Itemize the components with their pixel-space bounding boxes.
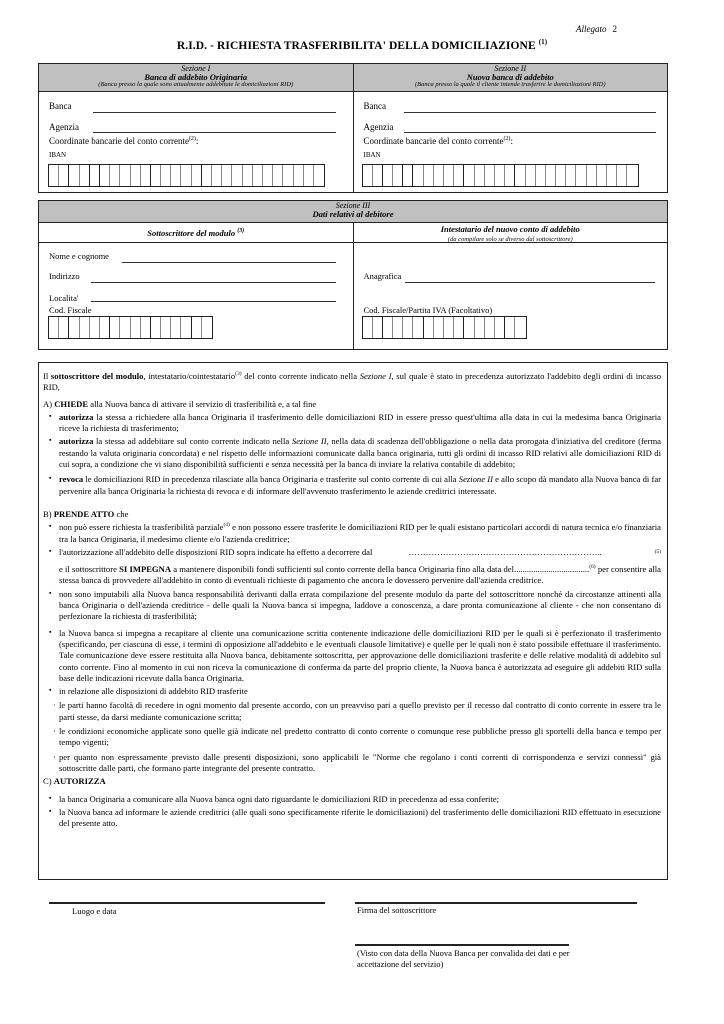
agenzia-input-2[interactable]: [404, 132, 656, 133]
b1-post: e non possono essere trasferite le domiciliazioni RID per le quali esistano particolari accordi di natura tecnica e/o finanziaria tra la banca Originaria, il medesimo cliente e/o l'azienda creditrice;: [59, 522, 661, 544]
agenzia-input-1[interactable]: [93, 132, 336, 133]
char-cell[interactable]: [444, 317, 454, 338]
cf-label: Cod. Fiscale: [49, 305, 92, 315]
char-cell[interactable]: [59, 317, 69, 338]
b-item-4: [49, 628, 661, 684]
coordinate-label-1: [49, 136, 198, 146]
char-cell[interactable]: [151, 317, 161, 338]
b3-mid: a mantenere disponibili fondi sufficienti sul conto corrente della banca Originaria fino alla data del: [171, 564, 514, 575]
banca-input-1[interactable]: [93, 112, 336, 113]
banca-label-2: Banca: [363, 101, 386, 111]
localita-label: Localita': [49, 293, 79, 303]
c-bold: AUTORIZZA: [53, 776, 106, 787]
a-rest: alla Nuova banca di attivare il servizio di trasferibilità e, a tal fine: [88, 398, 317, 409]
char-cell[interactable]: [566, 165, 576, 186]
char-cell[interactable]: [464, 165, 474, 186]
char-cell[interactable]: [454, 317, 464, 338]
char-cell[interactable]: [434, 165, 444, 186]
page-title-text: R.I.D. - RICHIESTA TRASFERIBILITA' DELLA DOMICILIAZIONE: [176, 40, 536, 52]
char-cell[interactable]: [576, 165, 586, 186]
section-2-title: Nuova banca di addebito: [466, 72, 554, 83]
a2-bold: autorizza: [59, 436, 94, 447]
intro-mid: , intestatario/cointestatario: [143, 371, 236, 381]
terms-box: [38, 362, 668, 880]
char-cell[interactable]: [505, 317, 515, 338]
b3-bold: SI IMPEGNA: [119, 564, 172, 575]
c-item-2: ▪ la Nuova banca ad informare le aziende creditrici (alle quali sono specificamente riferite le domiciliazioni) del trasferimento delle domiciliazioni RID effettuato in esecuzione del presente atto.: [49, 807, 661, 830]
c-item-1: ▪ la banca Originaria a comunicare alla Nuova banca ogni dato riguardante le domiciliazioni RID in precedenza ad essa conferite;: [49, 794, 661, 805]
b-prefix: B): [43, 508, 54, 519]
agenzia-label-1: Agenzia: [49, 122, 79, 132]
char-cell[interactable]: [536, 165, 546, 186]
intestatario-fields: [353, 243, 668, 349]
char-cell[interactable]: [80, 165, 90, 186]
char-cell[interactable]: [444, 165, 454, 186]
char-cell[interactable]: [161, 317, 171, 338]
section-3-header: [39, 201, 667, 223]
visto-line[interactable]: [355, 944, 569, 946]
cf-piva-label: Cod. Fiscale/Partita IVA (Facoltativo): [363, 305, 493, 315]
char-cell[interactable]: [232, 165, 242, 186]
char-cell[interactable]: [243, 165, 253, 186]
c-prefix: C): [43, 776, 54, 787]
section-c-heading: [43, 776, 661, 787]
section-2-note: (Banca presso la quale il cliente intende trasferire le domiciliazioni RID): [414, 81, 606, 89]
char-cell[interactable]: [100, 317, 110, 338]
char-cell[interactable]: [263, 165, 273, 186]
a-prefix: A): [43, 398, 55, 409]
coordinate-colon-2: :: [510, 136, 513, 146]
char-cell[interactable]: [212, 165, 222, 186]
char-cell[interactable]: [110, 317, 120, 338]
char-cell[interactable]: [131, 165, 141, 186]
char-cell[interactable]: [413, 317, 423, 338]
intro-post: , sul quale è stato in precedenza autorizzato l'addebito degli ordini di incasso RID,: [43, 371, 661, 393]
char-cell[interactable]: [49, 317, 59, 338]
localita-input[interactable]: [91, 301, 336, 302]
char-cell[interactable]: [181, 317, 191, 338]
firma-line[interactable]: [355, 902, 637, 904]
b3-pre: e il sottoscrittore: [59, 564, 120, 575]
section-2-label: Sezione II: [494, 64, 527, 73]
coordinate-footnote-2: (2): [503, 136, 511, 142]
char-cell[interactable]: [151, 165, 161, 186]
char-cell[interactable]: [120, 317, 130, 338]
section-3-body: [39, 243, 667, 349]
b3-post: per consentire alla stessa banca di provvedere all'addebito in conto di eventuali richieste di pagamento che ancora le dovessero pervenire dall'azienda creditrice.: [59, 564, 661, 586]
iban-label-1: IBAN: [49, 151, 67, 159]
intro-paragraph: [43, 371, 661, 394]
char-cell[interactable]: [607, 165, 617, 186]
luogo-data-label: Luogo e data: [72, 906, 117, 916]
section-1: [39, 64, 353, 192]
page-title: [0, 38, 724, 52]
anagrafica-input[interactable]: [405, 282, 655, 283]
b2-text: l'autorizzazione all'addebito delle disposizioni RID sopra indicate ha effetto a decorrere dal: [59, 546, 373, 557]
b-impegna: [59, 564, 661, 587]
section-2-header: [354, 64, 668, 92]
b6-text: in relazione alle disposizioni di addebito RID trasferite: [59, 686, 248, 697]
char-cell[interactable]: [59, 165, 69, 186]
char-cell[interactable]: [69, 317, 79, 338]
section-1-note: (Banca presso la quale sono attualmente addebitate le domiciliazioni RID): [98, 81, 294, 89]
a-item-1: [49, 412, 661, 435]
a2-pre: la stessa ad addebitare sul conto corrente indicato nella: [93, 436, 292, 447]
char-cell[interactable]: [383, 165, 393, 186]
char-cell[interactable]: [141, 165, 151, 186]
sottoscrittore-fields: [39, 243, 353, 349]
char-cell[interactable]: [485, 317, 495, 338]
char-cell[interactable]: [294, 165, 304, 186]
firma-label: Firma del sottoscrittore: [357, 905, 437, 915]
decorrenza-date-field[interactable]: …………………………………………………………..: [408, 546, 602, 557]
banca-label-1: Banca: [49, 101, 72, 111]
char-cell[interactable]: [202, 317, 212, 338]
char-cell[interactable]: [515, 317, 525, 338]
iban-input-1[interactable]: [48, 164, 325, 187]
sottoscrittore-title: Sottoscrittore del modulo: [147, 228, 236, 238]
cf-input[interactable]: [48, 316, 213, 339]
section-1-title: Banca di addebito Originaria: [144, 72, 248, 83]
char-cell[interactable]: [181, 165, 191, 186]
section-3: [38, 200, 668, 350]
nome-input[interactable]: [122, 262, 336, 263]
char-cell[interactable]: [100, 165, 110, 186]
coordinate-colon-1: :: [195, 136, 199, 146]
b-bold: PRENDE ATTO: [53, 508, 115, 519]
intestatario-note: (da compilare solo se diverso dal sottoscrittore): [447, 235, 573, 243]
agenzia-label-2: Agenzia: [363, 122, 394, 132]
intestatario-title: Intestatario del nuovo conto di addebito: [440, 224, 580, 234]
char-cell[interactable]: [363, 317, 373, 338]
char-cell[interactable]: [393, 317, 403, 338]
char-cell[interactable]: [495, 165, 505, 186]
a3-ital: Sezione II: [458, 474, 493, 485]
coordinate-text-2: Coordinate bancarie del conto corrente: [363, 136, 504, 146]
coordinate-footnote-1: (2): [188, 136, 196, 142]
b-item-5: [49, 686, 661, 697]
char-cell[interactable]: [373, 165, 383, 186]
intro-bold: sottoscrittore del modulo: [50, 371, 144, 381]
nome-label: Nome e cognome: [49, 251, 109, 261]
char-cell[interactable]: [485, 165, 495, 186]
char-cell[interactable]: [393, 165, 403, 186]
char-cell[interactable]: [253, 165, 263, 186]
section-3-label: Sezione III: [335, 201, 371, 210]
intro-footnote: (3): [235, 371, 242, 377]
char-cell[interactable]: [171, 317, 181, 338]
section-2: [353, 64, 668, 192]
char-cell[interactable]: [171, 165, 181, 186]
iban-label-2: IBAN: [363, 151, 381, 159]
spacer: [43, 497, 661, 509]
char-cell[interactable]: [69, 165, 79, 186]
char-cell[interactable]: [49, 165, 59, 186]
char-cell[interactable]: [475, 165, 485, 186]
char-cell[interactable]: [627, 165, 637, 186]
section-1-label: Sezione I: [181, 64, 211, 73]
char-cell[interactable]: [597, 165, 607, 186]
b1-pre: non può essere richiesta la trasferibilità parziale: [59, 522, 224, 533]
char-cell[interactable]: [363, 165, 373, 186]
a2-ital: Sezione II: [291, 436, 327, 447]
char-cell[interactable]: [515, 165, 525, 186]
b5-text: la Nuova banca si impegna a recapitare al cliente una comunicazione scritta contenente indicazione delle domiciliazioni RID per le quali si è perfezionato il trasferimento (specificando, per ciascuna di esse, i termini di opposizione all'addebito e le eventuali clausole limitative) e quelle per le quali non è stato possibile effettuare il trasferimento. Tale comunicazione deve essere restituita alla Nuova banca, debitamente sottoscritta, per approvazione delle domiciliazioni trasferite e delle relative modalità di addebito sul conto corrente. Fino al momento in cui non riceva la comunicazione di conferma da parte del proprio cliente, la Nuova banca è autorizzata ad eseguire gli addebiti RID sulla base delle indicazioni ricevute dalla banca Originaria.: [59, 627, 661, 683]
b-rest: che: [114, 508, 129, 519]
b1-footnote: (4): [223, 522, 230, 529]
char-cell[interactable]: [424, 165, 434, 186]
indirizzo-label: Indirizzo: [49, 271, 80, 281]
section-a-heading: [43, 399, 661, 410]
char-cell[interactable]: [192, 317, 202, 338]
sections-bank: [38, 63, 668, 193]
section-3-title: Dati relativi al debitore: [312, 209, 394, 220]
char-cell[interactable]: [373, 317, 383, 338]
char-cell[interactable]: [222, 165, 232, 186]
sottoscrittore-header: [39, 223, 353, 242]
allegato-text: Allegato: [576, 24, 607, 34]
char-cell[interactable]: [587, 165, 597, 186]
b-item-3: [49, 589, 661, 623]
intestatario-header: [353, 223, 668, 242]
char-cell[interactable]: [273, 165, 283, 186]
char-cell[interactable]: [526, 165, 536, 186]
indirizzo-input[interactable]: [91, 282, 336, 283]
a-item-2: [49, 436, 661, 470]
char-cell[interactable]: [110, 165, 120, 186]
char-cell[interactable]: [413, 165, 423, 186]
visto-label: (Visto con data della Nuova Banca per convalida dei dati e per accettazione del servizio): [357, 948, 570, 969]
char-cell[interactable]: [464, 317, 474, 338]
char-cell[interactable]: [141, 317, 151, 338]
impegno-date-field[interactable]: ...................................: [513, 564, 590, 575]
char-cell[interactable]: [617, 165, 627, 186]
b4-text: non sono imputabili alla Nuova banca responsabilità derivanti dalla errata compilazione del presente modulo da parte del sottoscrittore nonché da circostanze attinenti alla banca Originaria o dell'azienda creditrice - delle quali la Nuova banca si impegna, laddove a conoscenza, a dare pronta comunicazione al cliente - che non consentano di perfezionare la richiesta di trasferibilità;: [59, 588, 661, 622]
a1-bold: autorizza: [59, 411, 94, 422]
a-bold: CHIEDE: [54, 398, 89, 409]
char-cell[interactable]: [505, 165, 515, 186]
char-cell[interactable]: [403, 317, 413, 338]
intro-pre: Il: [43, 371, 51, 381]
b6-sub-3: · per quanto non espressamente previsto dalle presenti disposizioni, sono applicabili le "Norme che regolano i conti correnti di corrispondenza e servizi connessi" già sottoscritte dalle parti, che formano parte integrante del presente contratto.: [53, 752, 661, 775]
a2-post: , nella data di scadenza dell'obbligazione o nella data prorogata d'iniziativa del creditore (ferma restando la valuta originaria concordata) e nel rispetto delle informazioni comunicate dalla banca originaria, tutti gli ordini di incasso RID relativi alle domiciliazioni RID di cui sopra, a condizione che vi siano disponibilità sufficienti e senza necessità per la banca di inviare la relativa contabile di addebito;: [59, 436, 661, 470]
a-item-3: [49, 474, 661, 497]
anagrafica-label: Anagrafica: [363, 271, 402, 281]
a3-pre: le domiciliazioni RID in precedenza rilasciate alla banca Originaria e trasferite sul conto corrente di cui alla: [83, 474, 459, 485]
char-cell[interactable]: [383, 317, 393, 338]
sottoscrittore-footnote: (3): [237, 228, 245, 234]
intro-ital: Sezione I: [359, 371, 392, 381]
title-footnote: (1): [538, 38, 548, 46]
b6-sub-1: · le parti hanno facoltà di recedere in ogni momento dal presente accordo, con un preavviso pari a quello previsto per il recesso dal contratto di conto corrente in essere tra le parti stesse, da darsi mediante comunicazione scritta;: [53, 700, 661, 723]
intro-mid2: del conto corrente indicato nella: [241, 371, 360, 381]
char-cell[interactable]: [304, 165, 314, 186]
b2-footnote: (5): [654, 548, 661, 555]
char-cell[interactable]: [80, 317, 90, 338]
char-cell[interactable]: [475, 317, 485, 338]
char-cell[interactable]: [314, 165, 324, 186]
char-cell[interactable]: [90, 317, 100, 338]
luogo-data-line[interactable]: [49, 902, 325, 904]
char-cell[interactable]: [131, 317, 141, 338]
b-item-2: [49, 547, 661, 558]
char-cell[interactable]: [90, 165, 100, 186]
char-cell[interactable]: [283, 165, 293, 186]
char-cell[interactable]: [403, 165, 413, 186]
iban-input-2[interactable]: [362, 164, 639, 187]
a1-text: la stessa a richiedere alla banca Originaria il trasferimento delle domiciliazioni RID in essere presso quest'ultima alla data in cui la medesima banca Originaria riceve la richiesta di trasferimento;: [59, 411, 661, 434]
char-cell[interactable]: [556, 165, 566, 186]
allegato-number: 2: [612, 24, 617, 34]
section-b-heading: [43, 509, 661, 520]
char-cell[interactable]: [424, 317, 434, 338]
section-3-subheader: [39, 223, 667, 243]
a3-post: e allo scopo dà mandato alla Nuova banca di far pervenire alla banca Originaria la richiesta di revoca e di informare dell'avvenuto trasferimento le aziende creditrici interessate.: [59, 474, 661, 496]
char-cell[interactable]: [120, 165, 130, 186]
char-cell[interactable]: [434, 317, 444, 338]
char-cell[interactable]: [546, 165, 556, 186]
section-1-header: [39, 64, 353, 92]
a3-bold: revoca: [59, 474, 84, 485]
char-cell[interactable]: [202, 165, 212, 186]
banca-input-2[interactable]: [404, 112, 656, 113]
char-cell[interactable]: [454, 165, 464, 186]
allegato-label: [576, 24, 617, 34]
coordinate-text-1: Coordinate bancarie del conto corrente: [49, 136, 189, 146]
b3-footnote: (6): [589, 564, 596, 571]
cf-piva-input[interactable]: [362, 316, 527, 339]
char-cell[interactable]: [192, 165, 202, 186]
b-item-1: [49, 522, 661, 545]
b6-sub-2: · le condizioni economiche applicate sono quelle già indicate nel predetto contratto di conto corrente o comunque rese pubbliche presso gli sportelli della banca e tempo per tempo vigenti;: [53, 726, 661, 749]
coordinate-label-2: [364, 136, 513, 146]
char-cell[interactable]: [161, 165, 171, 186]
char-cell[interactable]: [495, 317, 505, 338]
